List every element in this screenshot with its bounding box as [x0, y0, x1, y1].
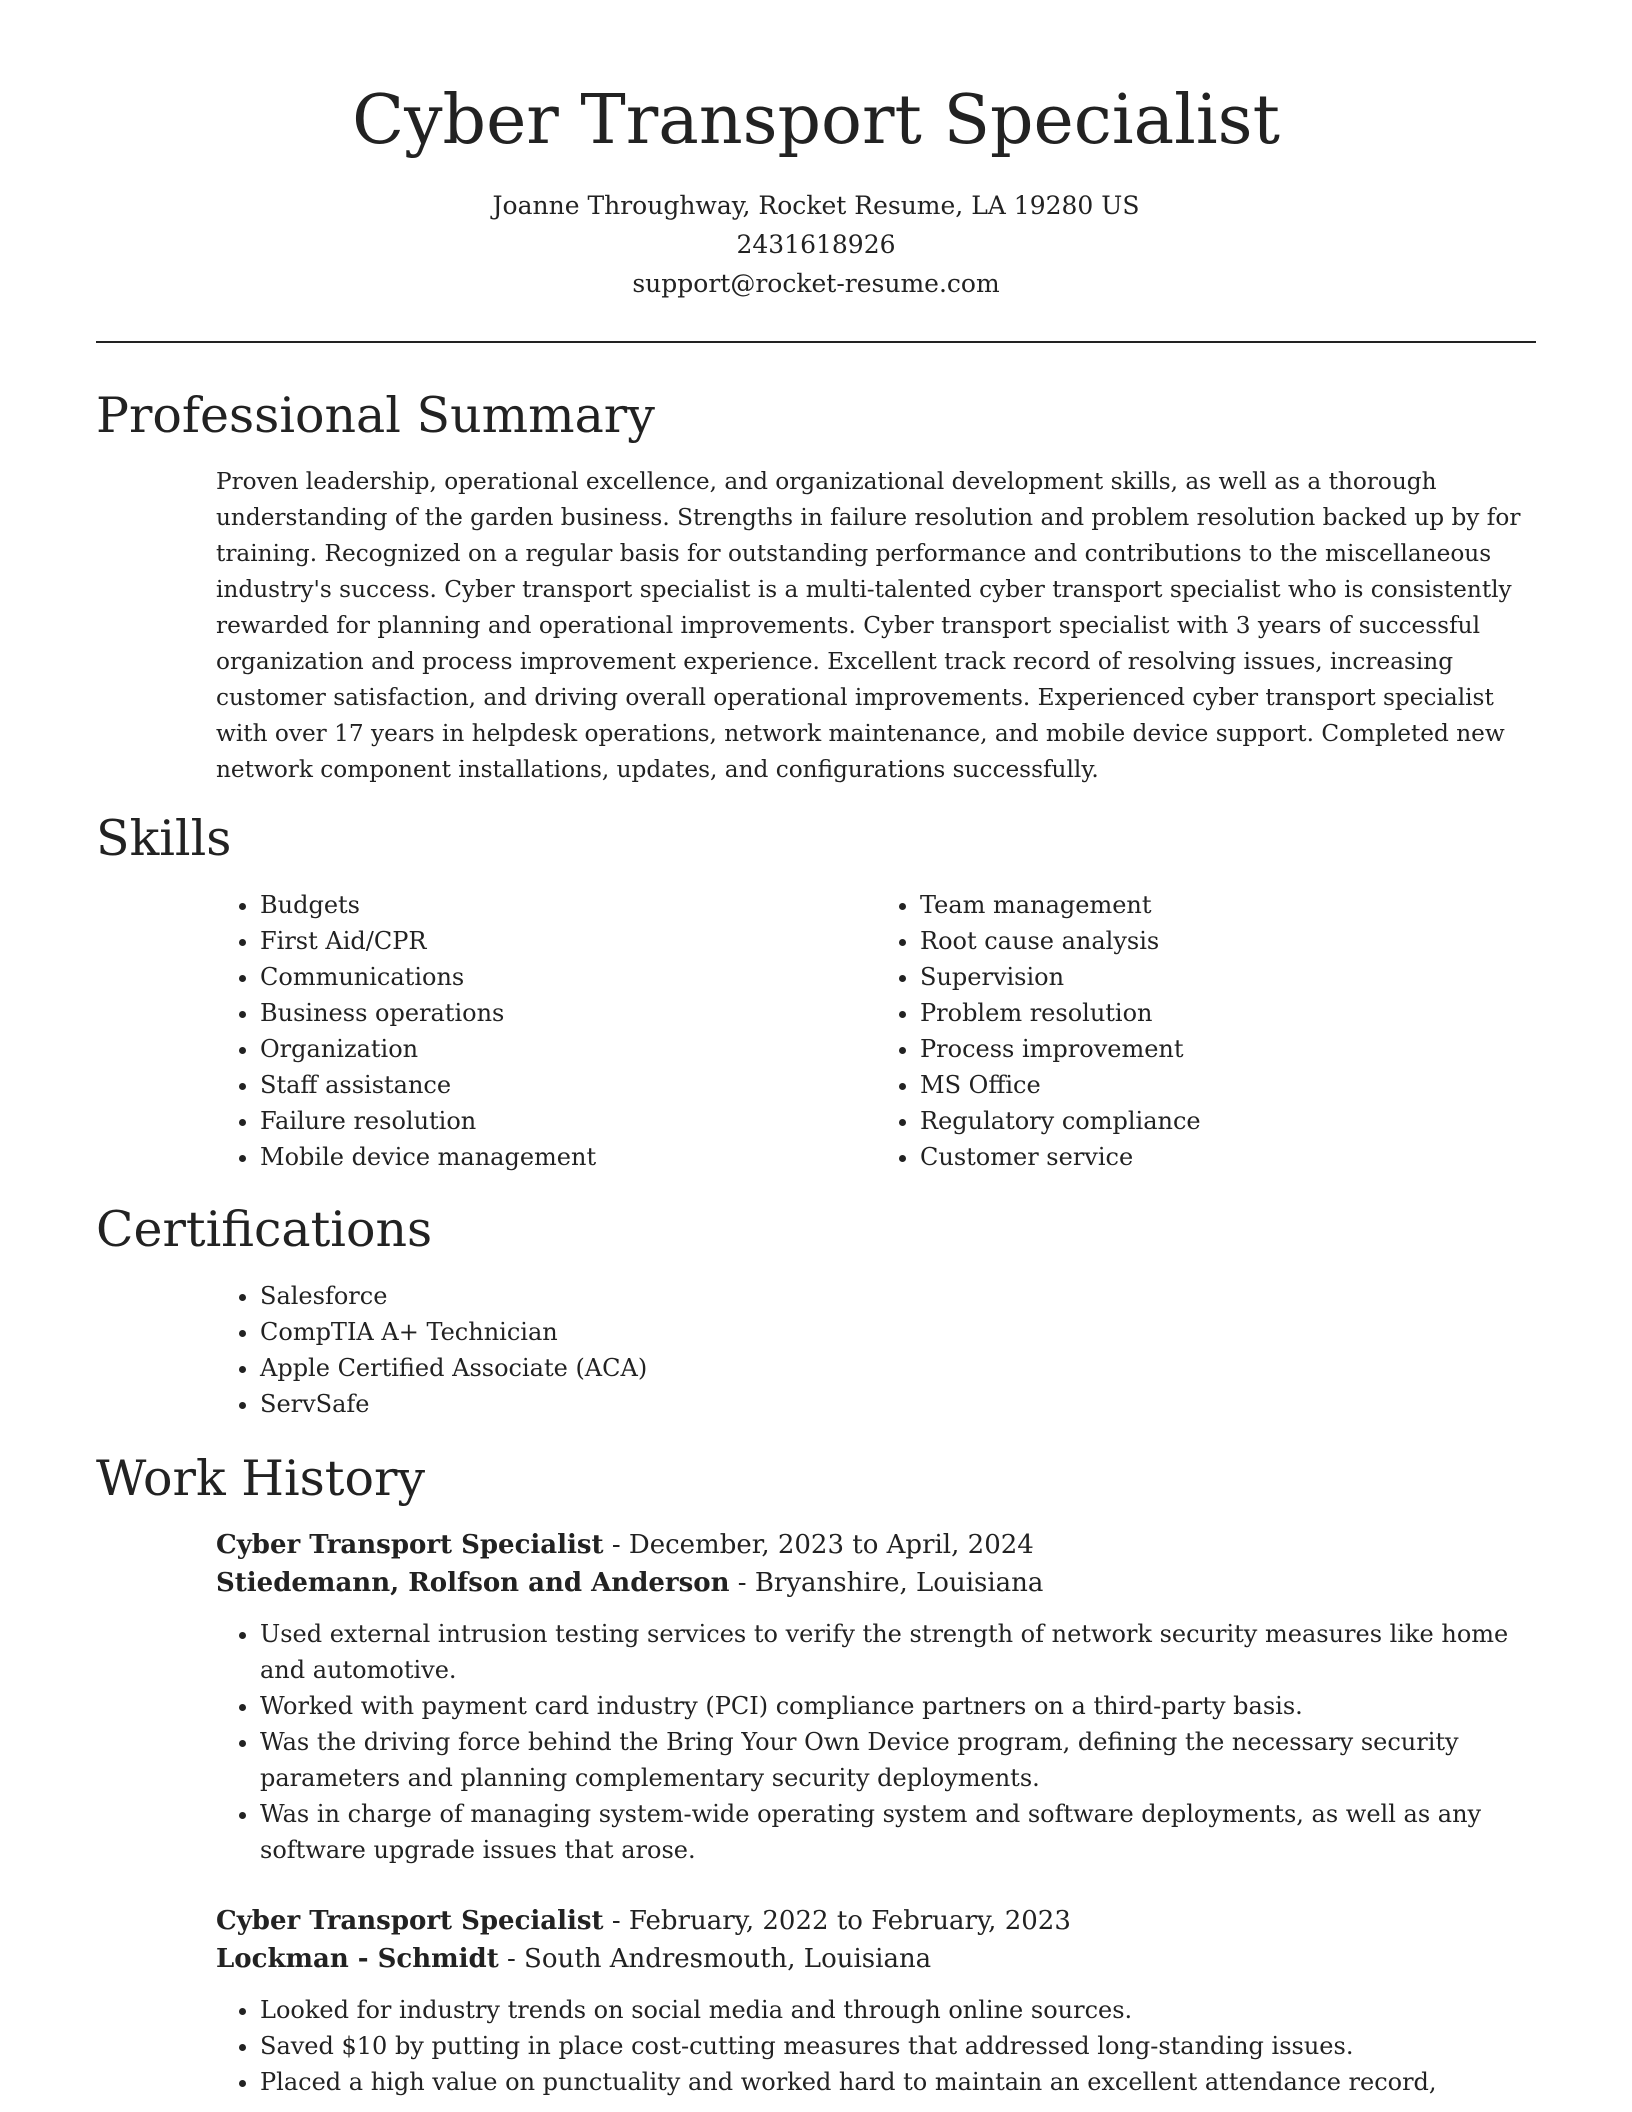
skill-item: • Problem resolution [920, 995, 1536, 1031]
skill-item: • Supervision [920, 959, 1536, 995]
job-highlight: • Used external intrusion testing services to verify the strength of network security measures like home and automotive. [260, 1616, 1536, 1688]
contact-address: Joanne Throughway, Rocket Resume, LA 19280 US [492, 191, 1140, 221]
job-title: Cyber Transport Specialist [216, 1530, 604, 1561]
summary-title: Professional Summary [96, 387, 655, 445]
skill-item: • Customer service [920, 1139, 1536, 1175]
skill-item: • Organization [260, 1031, 876, 1067]
job-highlight: • Worked with payment card industry (PCI) compliance partners on a third-party basis. [260, 1688, 1536, 1724]
skills-grid [216, 887, 1536, 1175]
skill-item: • Failure resolution [260, 1103, 876, 1139]
certification-item: • ServSafe [260, 1386, 1536, 1422]
certifications-section [96, 1201, 1536, 1422]
job-entry [216, 1902, 1536, 2100]
resume-name: Cyber Transport Specialist [352, 81, 1280, 160]
certifications-list [216, 1278, 1536, 1422]
skills-list-left [216, 887, 876, 1175]
job-entry [216, 1526, 1536, 1868]
contact-email: support@rocket-resume.com [632, 269, 1000, 299]
job-company: Stiedemann, Rolfson and Anderson [216, 1568, 730, 1599]
job-dates: - February, 2022 to February, 2023 [603, 1906, 1071, 1937]
summary-text: Proven leadership, operational excellence, and organizational development skills, as well as a thorough understanding of the garden business. Strengths in failure resolution and problem resolution backed up by for training. Recognized on a regular basis for outstanding performance and contributions to the miscellaneous industry's success. Cyber transport specialist is a multi-talented cyber transport specialist who is consistently rewarded for planning and operational improvements. Cyber transport specialist with 3 years of successful organization and process improvement experience. Excellent track record of resolving issues, increasing customer satisfaction, and driving overall operational improvements. Experienced cyber transport specialist with over 17 years in helpdesk operations, network maintenance, and mobile device support. Completed new network component installations, updates, and configurations successfully. [216, 467, 1521, 783]
skill-item: • Mobile device management [260, 1139, 876, 1175]
skill-item: • Process improvement [920, 1031, 1536, 1067]
job-location: - South Andresmouth, Louisiana [498, 1944, 932, 1975]
job-highlight: • Was in charge of managing system-wide operating system and software deployments, as well as any software upgrade issues that arose. [260, 1796, 1536, 1868]
job-company-line [216, 1564, 1536, 1602]
job-title-line [216, 1526, 1536, 1564]
job-dates: - December, 2023 to April, 2024 [603, 1530, 1034, 1561]
header-divider [96, 341, 1536, 343]
summary-section [96, 387, 1536, 788]
job-title: Cyber Transport Specialist [216, 1906, 604, 1937]
job-location: - Bryanshire, Louisiana [729, 1568, 1044, 1599]
skills-section [96, 810, 1536, 1175]
job-company: Lockman - Schmidt [216, 1944, 499, 1975]
skill-item: • MS Office [920, 1067, 1536, 1103]
job-title-line [216, 1902, 1536, 1940]
job-highlights [216, 1616, 1536, 1868]
skill-item: • Communications [260, 959, 876, 995]
skill-item: • Team management [920, 887, 1536, 923]
job-highlights [216, 1992, 1536, 2100]
job-highlight: • Placed a high value on punctuality and worked hard to maintain an excellent attendance record, [260, 2064, 1536, 2100]
job-highlight: • Looked for industry trends on social media and through online sources. [260, 1992, 1536, 2028]
skill-item: • Business operations [260, 995, 876, 1031]
resume-header [96, 82, 1536, 303]
job-highlight: • Was the driving force behind the Bring Your Own Device program, defining the necessary security parameters and planning complementary security deployments. [260, 1724, 1536, 1796]
skill-item: • Root cause analysis [920, 923, 1536, 959]
certifications-title: Certifications [96, 1200, 433, 1258]
skills-list-right [876, 887, 1536, 1175]
skill-item: • First Aid/CPR [260, 923, 876, 959]
skill-item: • Regulatory compliance [920, 1103, 1536, 1139]
certification-item: • Apple Certified Associate (ACA) [260, 1350, 1536, 1386]
work-history-section [96, 1450, 1536, 2101]
skill-item: • Staff assistance [260, 1067, 876, 1103]
certification-item: • Salesforce [260, 1278, 1536, 1314]
contact-phone: 2431618926 [736, 230, 896, 260]
job-company-line [216, 1940, 1536, 1978]
job-highlight: • Saved $10 by putting in place cost-cutting measures that addressed long-standing issues. [260, 2028, 1536, 2064]
certification-item: • CompTIA A+ Technician [260, 1314, 1536, 1350]
work-history-title: Work History [96, 1449, 426, 1507]
skills-title: Skills [96, 809, 232, 867]
skill-item: • Budgets [260, 887, 876, 923]
